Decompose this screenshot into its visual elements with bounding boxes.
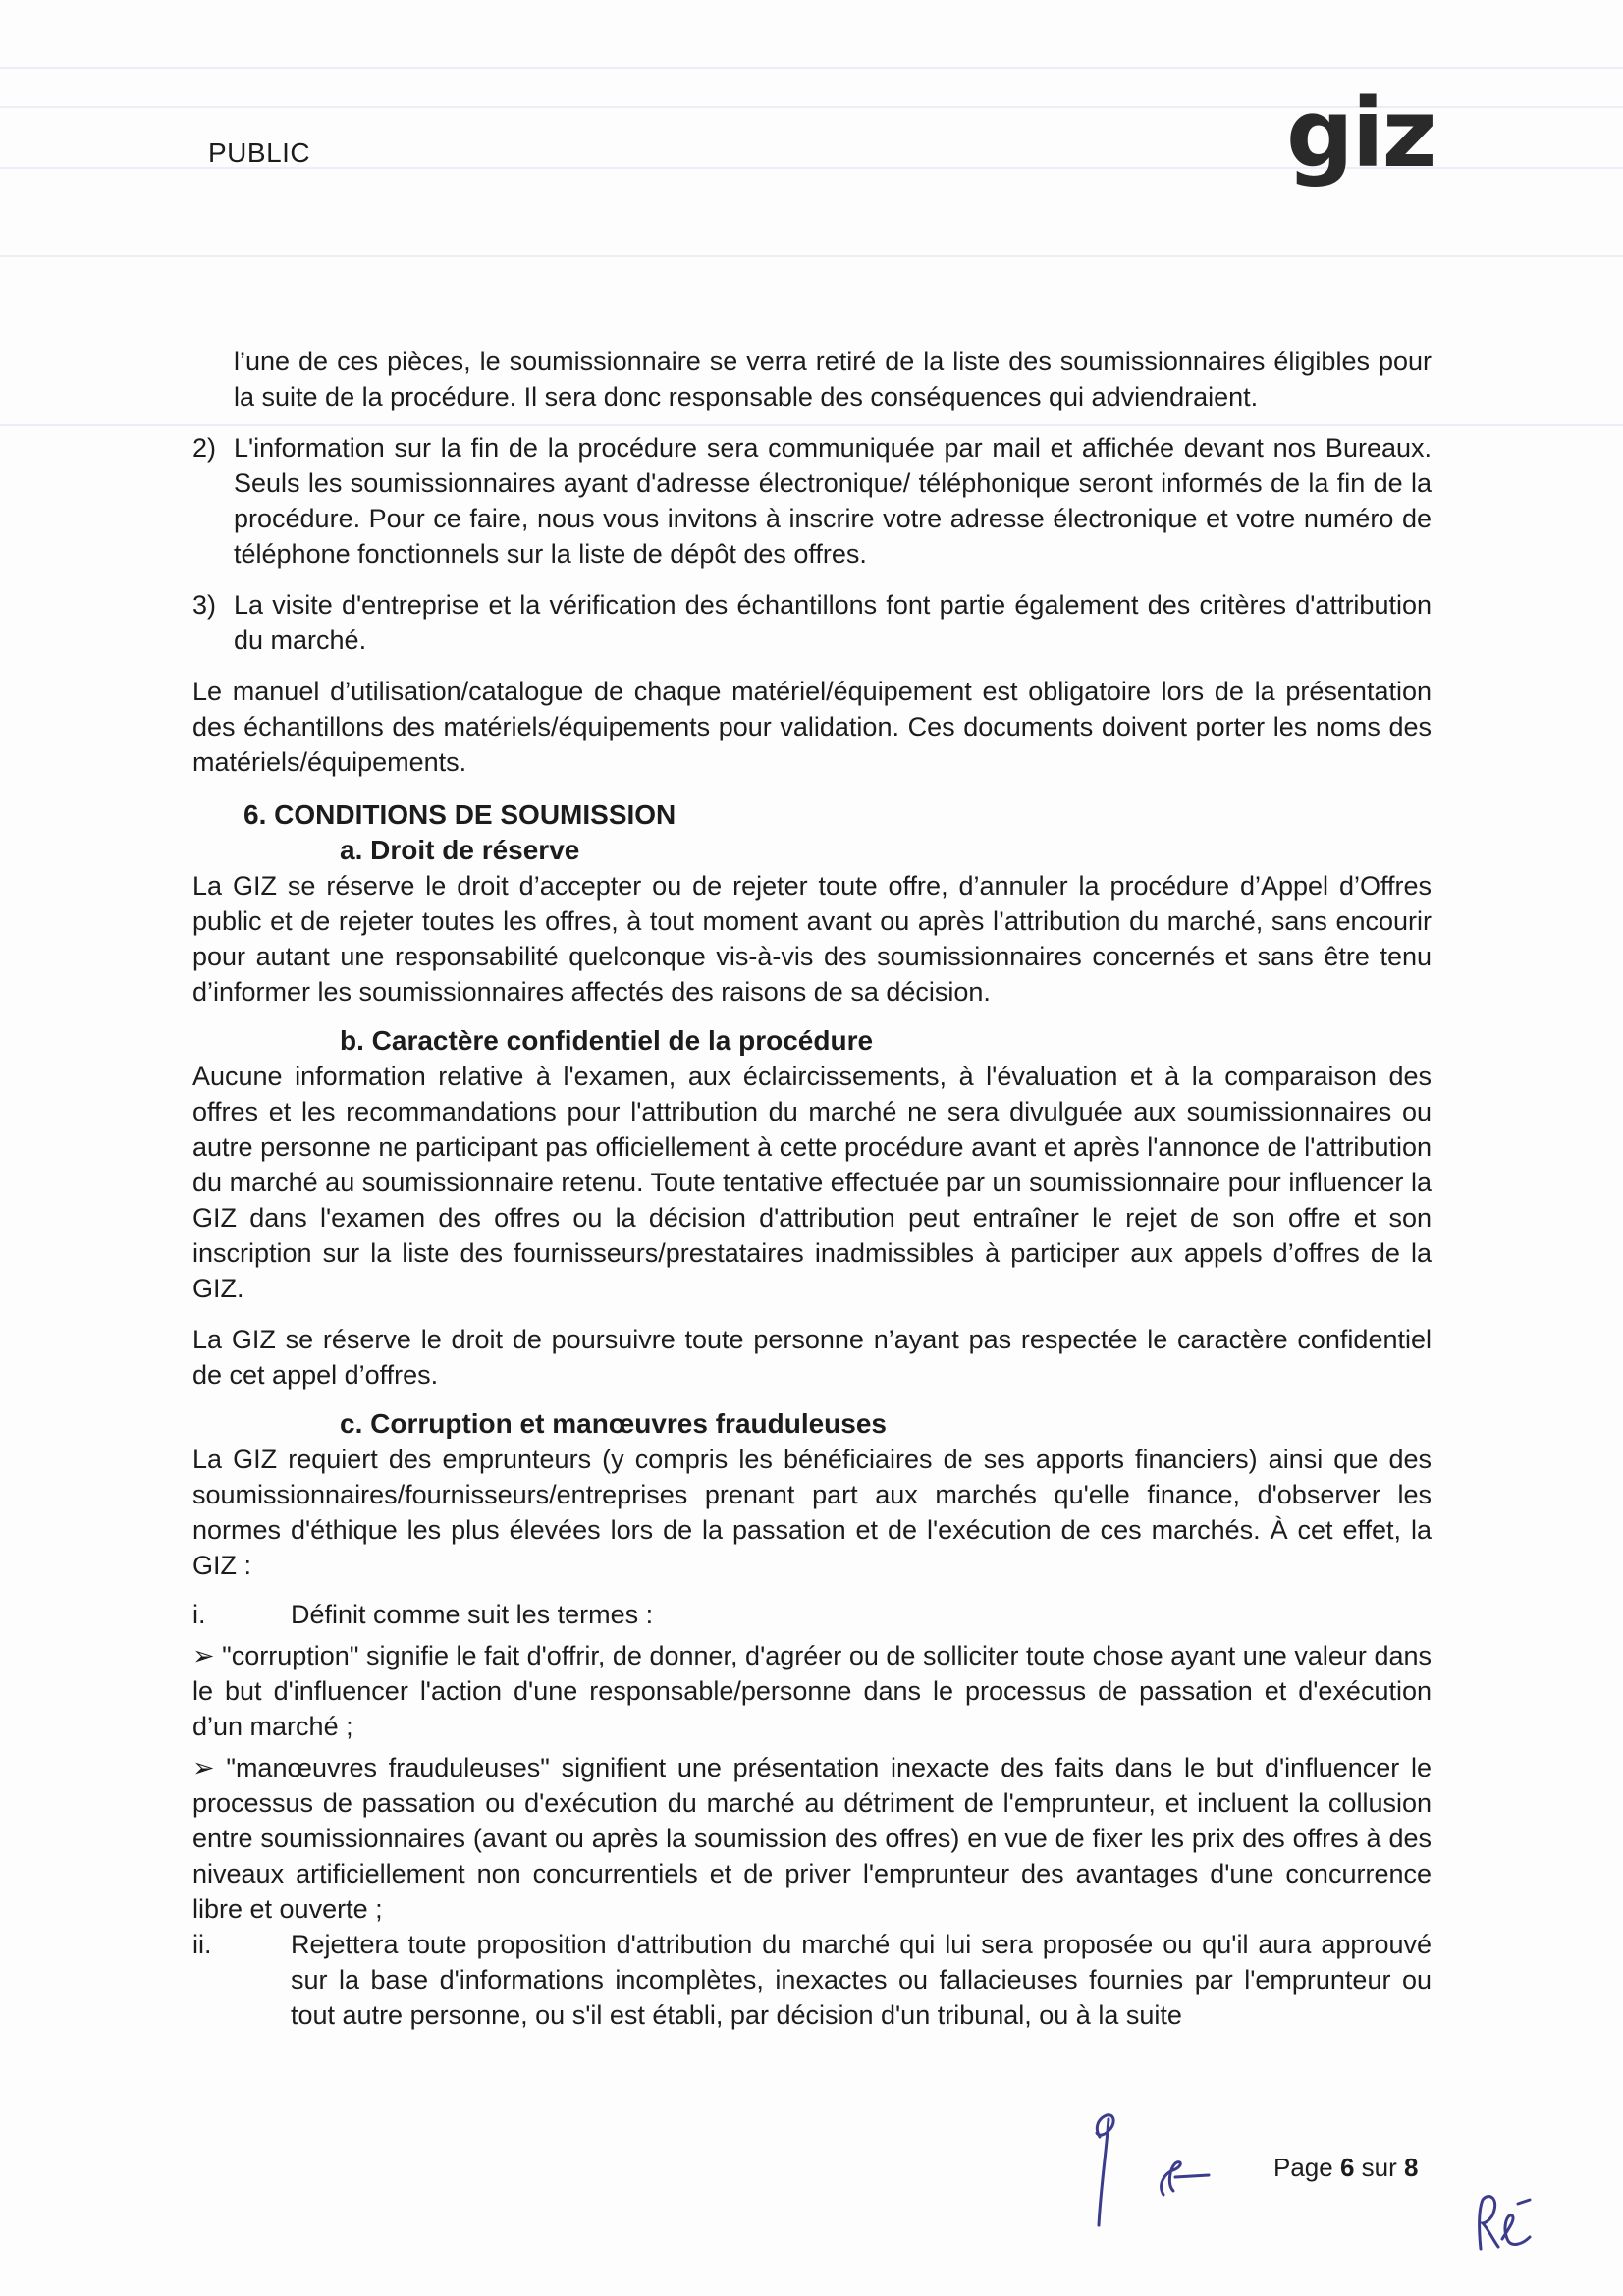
section-6-heading: 6. CONDITIONS DE SOUMISSION <box>243 799 676 830</box>
roman-item-ii <box>192 1927 1432 2033</box>
scan-artifact-line <box>0 255 1623 257</box>
item-number: 2) <box>192 433 217 463</box>
handwritten-initial <box>1085 2109 1144 2227</box>
numbered-item-3 <box>192 587 1432 658</box>
item-text: L'information sur la fin de la procédure sera communiquée par mail et affichée devant nos Bureaux. Seuls les soumissionnaires ayant d'adresse électronique/ téléphonique seront informés de la fin de la procédure. Pour ce faire, nous vous invitons à inscrire votre adresse électronique et votre numéro de téléphone fonctionnels sur la liste de dépôt des offres. <box>234 433 1432 569</box>
bullet-fraud <box>192 1750 1432 1927</box>
giz-logo: giz <box>1286 79 1435 189</box>
page-prefix: Page <box>1273 2153 1333 2182</box>
bullet-text: "manœuvres frauduleuses" signifient une présentation inexacte des faits dans le but d'influencer le processus de passation ou d'exécution du marché au détriment de l'emprunteur, et incluent la collusion entre soumissionnaires (avant ou après la soumission des offres) en vue de fixer les prix des offres à des niveaux artificiellement non concurrentiels et de priver l'emprunteur des avantages d'une concurrence libre et ouverte ; <box>192 1753 1432 1924</box>
subsection-b-text-2: La GIZ se réserve le droit de poursuivre toute personne n’ayant pas respectée le caractère confidentiel de cet appel d’offres. <box>192 1325 1432 1390</box>
classification-label: PUBLIC <box>208 137 311 168</box>
page-current: 6 <box>1339 2153 1355 2182</box>
arrow-bullet-icon: ➢ <box>192 1753 215 1782</box>
scan-artifact-line <box>0 67 1623 69</box>
subsection-c-text: La GIZ requiert des emprunteurs (y compris les bénéficiaires de ses apports financiers) ainsi que des soumissionnaires/fournisseurs/entreprises prenant part aux marchés qu'elle finance, d'observer les normes d'éthique les plus élevées lors de la passation et de l'exécution de ces marchés. À cet effet, la GIZ : <box>192 1445 1432 1580</box>
subsection-b-heading: b. Caractère confidentiel de la procédure <box>340 1025 874 1056</box>
manual-paragraph: Le manuel d’utilisation/catalogue de chaque matériel/équipement est obligatoire lors de la présentation des échantillons des matériels/équipements pour validation. Ces documents doivent porter les noms des matériels/équipements. <box>192 677 1432 777</box>
handwritten-initial <box>1473 2190 1542 2254</box>
item-number: 3) <box>192 590 217 620</box>
roman-number: i. <box>192 1600 206 1629</box>
numbered-item-2 <box>192 430 1432 572</box>
page-total: 8 <box>1404 2153 1419 2182</box>
subsection-a-text: La GIZ se réserve le droit d’accepter ou de rejeter toute offre, d’annuler la procédure d’Appel d’Offres public et de rejeter toutes les offres, à tout moment avant ou après l’attribution du marché, sans encourir pour autant une responsabilité quelconque vis-à-vis des soumissionnaires concernés et sans être tenu d’informer les soumissionnaires affectés des raisons de sa décision. <box>192 871 1432 1007</box>
handwritten-initial <box>1154 2156 1213 2200</box>
item-text: La visite d'entreprise et la vérification des échantillons font partie également des critères d'attribution du marché. <box>234 590 1432 655</box>
intro-continuation: l’une de ces pièces, le soumissionnaire se verra retiré de la liste des soumissionnaires éligibles pour la suite de la procédure. Il sera donc responsable des conséquences qui adviendraient. <box>234 347 1432 411</box>
roman-text: Définit comme suit les termes : <box>291 1600 654 1629</box>
roman-item-i <box>192 1597 1432 1632</box>
roman-number: ii. <box>192 1930 212 1959</box>
subsection-a-heading: a. Droit de réserve <box>340 835 580 865</box>
subsection-c-heading: c. Corruption et manœuvres frauduleuses <box>340 1408 887 1439</box>
roman-text: Rejettera toute proposition d'attribution du marché qui lui sera proposée ou qu'il aura approuvé sur la base d'informations incomplètes, inexactes ou fallacieuses fournies par l'emprunteur ou tout autre personne, ou s'il est établi, par décision d'un tribunal, ou à la suite <box>291 1930 1432 2030</box>
arrow-bullet-icon: ➢ <box>192 1641 215 1670</box>
document-body <box>192 344 1432 2033</box>
subsection-b-text: Aucune information relative à l'examen, aux éclaircissements, à l'évaluation et à la comparaison des offres et les recommandations pour l'attribution du marché ne sera divulguée aux soumissionnaires ou autre personne ne participant pas officiellement à cette procédure avant et après l'annonce de l'attribution du marché au soumissionnaire retenu. Toute tentative effectuée par un soumissionnaire pour influencer la GIZ dans l'examen des offres ou la décision d'attribution peut entraîner le rejet de son offre et son inscription sur la liste des fournisseurs/prestataires inadmissibles à participer aux appels d’offres de la GIZ. <box>192 1062 1432 1303</box>
page-number <box>1273 2153 1419 2183</box>
page-separator: sur <box>1361 2153 1397 2182</box>
bullet-text: "corruption" signifie le fait d'offrir, de donner, d'agréer ou de solliciter toute chose ayant une valeur dans le but d'influencer l'action d'une responsable/personne dans le processus de passation et d'exécution d’un marché ; <box>192 1641 1432 1741</box>
bullet-corruption <box>192 1638 1432 1744</box>
